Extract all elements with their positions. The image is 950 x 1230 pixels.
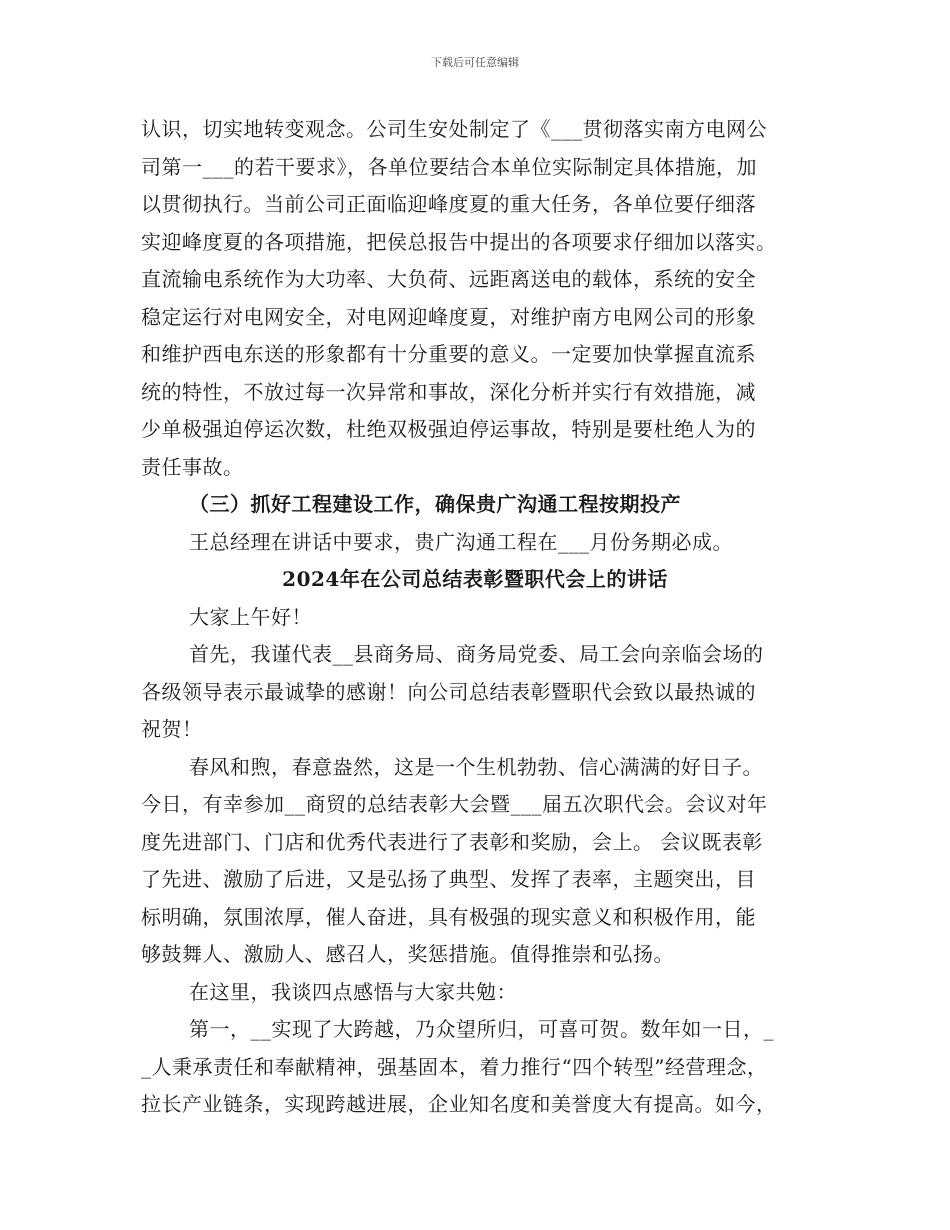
text-line: 首先，我谨代表__县商务局、商务局党委、局工会向亲临会场的 — [189, 642, 764, 666]
text-line: 司第一___的若干要求》，各单位要结合本单位实际制定具体措施，加 — [141, 155, 757, 179]
section-heading: （三）抓好工程建设工作，确保贵广沟通工程按期投产 — [189, 492, 681, 516]
text-line: 责任事故。 — [141, 455, 244, 479]
text-line: 王总经理在讲话中要求，贵广沟通工程在___月份务期必成。 — [189, 530, 733, 554]
text-line: 以贯彻执行。当前公司正面临迎峰度夏的重大任务，各单位要仔细落 — [141, 192, 756, 216]
text-line: 少单极强迫停运次数，杜绝双极强迫停运事故，特别是要杜绝人为的 — [141, 417, 756, 441]
text-line: 和维护西电东送的形象都有十分重要的意义。一定要加快掌握直流系 — [141, 342, 756, 366]
text-line: 第一，__实现了大跨越，乃众望所归，可喜可贺。数年如一日，_ — [189, 1017, 774, 1041]
page-header: 下载后可任意编辑 — [431, 56, 519, 69]
greeting: 大家上午好！ — [189, 605, 312, 629]
text-line: 度先进部门、门店和优秀代表进行了表彰和奖励，会上。 会议既表彰 — [141, 830, 763, 854]
text-line: 标明确，氛围浓厚，催人奋进，具有极强的现实意义和积极作用，能 — [141, 905, 756, 929]
text-line: 在这里，我谈四点感悟与大家共勉： — [189, 980, 517, 1004]
text-line: 春风和煦，春意盎然，这是一个生机勃勃、信心满满的好日子。 — [189, 755, 763, 779]
text-line: 今日，有幸参加__商贸的总结表彰大会暨___届五次职代会。会议对年 — [141, 792, 768, 816]
text-line: 了先进、激励了后进，又是弘扬了典型、发挥了表率，主题突出，目 — [141, 867, 756, 891]
text-line: 直流输电系统作为大功率、大负荷、远距离送电的载体，系统的安全 — [141, 267, 756, 291]
text-line: 祝贺！ — [141, 717, 203, 741]
speech-title: 2024年在公司总结表彰暨职代会上的讲话 — [282, 567, 668, 591]
text-line: 各级领导表示最诚挚的感谢！向公司总结表彰暨职代会致以最热诚的 — [141, 680, 756, 704]
text-line: 拉长产业链条，实现跨越进展，企业知名度和美誉度大有提高。如今， — [141, 1092, 777, 1116]
text-line: 稳定运行对电网安全，对电网迎峰度夏，对维护南方电网公司的形象 — [141, 305, 756, 329]
text-line: 实迎峰度夏的各项措施，把侯总报告中提出的各项要求仔细加以落实。 — [141, 230, 777, 254]
text-line: 统的特性，不放过每一次异常和事故，深化分析并实行有效措施，减 — [141, 380, 756, 404]
text-line: 认识，切实地转变观念。公司生安处制定了《___贯彻落实南方电网公 — [141, 117, 767, 141]
text-line: 够鼓舞人、激励人、感召人，奖惩措施。值得推崇和弘扬。 — [141, 942, 674, 966]
text-line: _人秉承责任和奉献精神，强基固本，着力推行“四个转型”经营理念， — [141, 1055, 768, 1079]
